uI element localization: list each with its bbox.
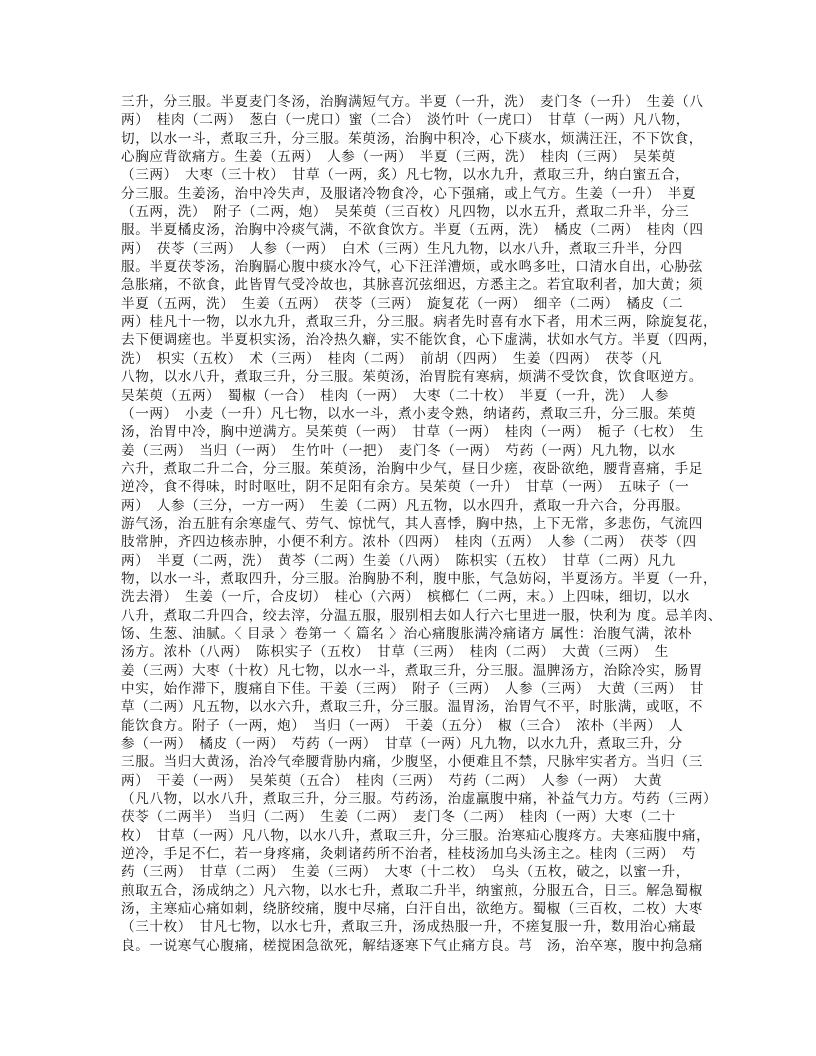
text-line: 汤，治胃中冷，胸中逆满方。吴茱萸（一两） 甘草（一两） 桂肉（一两） 栀子（七枚） 生	[121, 424, 705, 441]
document-page	[121, 93, 723, 955]
text-line: 两） 人参（三分，一方一两） 生姜（二两）凡五物，以水四升，煮取一升六合，分再服。	[121, 497, 690, 514]
text-line: 八升，煮取二升四合，绞去滓，分温五服，服别相去如人行六七里进一服，快利为 度。忌羊肉、	[121, 607, 723, 624]
text-line: 逆冷，食不得味，时时呕吐，阴不足阳有余方。吴茱萸（一升） 甘草（一两） 五味子（一	[121, 479, 690, 496]
text-line: 六升，煮取二升二合，分三服。茱萸汤，治胸中少气，昼日少瘥，夜卧欲绝，腰背喜痛，手足	[121, 460, 703, 477]
text-line: 洗去滑） 生姜（一斤，合皮切） 桂心（六两） 槟榔仁（二两，末。）上四味，细切，以水	[121, 589, 690, 606]
text-line: 服。半夏橘皮汤，治胸中冷痰气满，不欲食饮方。半夏（五两，洗） 橘皮（二两） 桂肉（四	[121, 222, 704, 239]
text-line: 汤，主寒疝心痛如刺，绕脐绞痛，腹中尽痛，白汗自出，欲绝方。蜀椒（三百枚，二枚）大枣	[121, 901, 703, 918]
text-line: 两） 茯苓（三两） 人参（一两） 白术（三两）生凡九物，以水八升，煮取三升半，分四	[121, 240, 683, 257]
text-line: 中实，始作滞下，腹痛自下佳。干姜（三两） 附子（三两） 人参（三两） 大黄（三两） 甘	[121, 681, 705, 697]
text-line: 物，以水一斗，煮取四升，分三服。治胸胁不利，腹中胀，气急妨闷，半夏汤方。半夏（一升，	[121, 570, 718, 587]
text-line: 三服。当归大黄汤，治冷气牵腰背胁内痛，少腹坚，小便难且不禁，尺脉牢实者方。当归（三	[121, 754, 703, 771]
text-line: 切，以水一斗，煮取三升，分三服。茱萸汤，治胸中积冷，心下痰水，烦满汪汪，不下饮食，	[121, 130, 703, 147]
text-line: 能饮食方。附子（一两，炮） 当归（一两） 干姜（五分） 椒（三合） 浓朴（半两） 人	[121, 717, 684, 734]
text-line: 饧、生葱、油腻。〈 目录 〉卷第一〈 篇名 〉治心痛腹胀满冷痛诸方 属性：治腹气满，浓朴	[121, 625, 693, 642]
text-line: 两） 半夏（二两，洗） 黄芩（二两）生姜（八两） 陈枳实（五枚） 甘草（二两）凡九	[121, 552, 676, 569]
text-line: 茯苓（二两半） 当归（二两） 生姜（二两） 麦门冬（二两） 桂肉（一两）大枣（二十	[121, 809, 676, 826]
text-line: 肢常肿，齐四边核赤肿，小便不利方。浓朴（四两） 桂肉（五两） 人参（二两） 茯苓（四	[121, 534, 697, 551]
text-line: 八物，以水八升，煮取三升，分三服。茱萸汤，治胃脘有寒病，烦满不受饮食，饮食呕逆方。	[121, 369, 703, 386]
text-line: （三十枚） 甘凡七物，以水七升，煮取三升，汤成热服一升，不瘥复服一升，数用治心痛最	[121, 919, 697, 936]
text-line: 两） 干姜（一两） 吴茱萸（五合） 桂肉（三两） 芍药（二两） 人参（一两） 大黄	[121, 772, 663, 789]
text-line: 游气汤，治五脏有余寒虚气、劳气、惊忧气，其人喜悸，胸中热，上下无常，多悲伤，气流四	[121, 515, 703, 532]
text-line: 三升，分三服。半夏麦门冬汤，治胸满短气方。半夏（一升，洗） 麦门冬（一升） 生姜（八	[121, 94, 704, 110]
text-line: 急胀痛，不欲食，此皆胃气受冷故也，其脉喜沉弦细迟，方悉主之。若宜取利者，加大黄；须	[121, 277, 703, 294]
text-line: 逆冷，手足不仁，若一身疼痛，灸刺诸药所不治者，桂枝汤加乌头汤主之。桂肉（三两） 芍	[121, 846, 697, 863]
text-line: 枚） 甘草（一两）凡八物，以水八升，煮取三升，分三服。治寒疝心腹疼方。夫寒疝腹中痛，	[121, 827, 711, 844]
text-line: （三两） 大枣（三十枚） 甘草（一两，炙）凡七物，以水九升，煮取三升，纳白蜜五合，	[121, 167, 690, 184]
text-line: 服。半夏茯苓汤，治胸膈心腹中痰水冷气，心下汪洋漕烦，或水鸣多吐，口清水自出，心胁弦	[121, 259, 703, 276]
text-line: 去下便调瘥也。半夏枳实汤，治冷热久癖，实不能饮食，心下虚满，状如水气方。半夏（四两，	[121, 332, 718, 349]
text-line: 心胸应背欲痛方。生姜（五两） 人参（一两） 半夏（三两，洗） 桂肉（三两） 吴茱萸	[121, 149, 676, 166]
text-line: 良。一说寒气心腹痛，槎搅困急欲死，解结逐寒下气止痛方良。芎 汤，治卒寒，腹中拘急痛	[121, 937, 703, 954]
text-line: 姜（三两）大枣（十枚）凡七物，以水一斗，煮取三升，分三服。温脾汤方，治除冷实，肠胃	[121, 662, 703, 679]
text-line: 半夏（五两，洗） 生姜（五两） 茯苓（三两） 旋复花（一两） 细辛（二两） 橘皮（二	[121, 295, 684, 312]
text-line: 分三服。生姜汤，治中冷失声，及服诸冷物食冷，心下强痛，或上气方。生姜（一升） 半夏	[121, 185, 697, 202]
text-line: （五两，洗） 附子（二两，炮） 吴茱萸（三百枚）凡四物，以水五升，煮取二升半，分三	[121, 204, 690, 221]
text-line: 洗） 枳实（五枚） 术（三两） 桂肉（二两） 前胡（四两） 生姜（四两） 茯苓（凡	[121, 350, 663, 367]
text-line: 参（一两） 橘皮（一两） 芍药（一两） 甘草（一两）凡九物，以水九升，煮取三升，分	[121, 736, 683, 753]
text-line: （一两） 小麦（一升）凡七物，以水一斗，煮小麦令熟，纳诸药，煮取三升，分三服。茱萸	[121, 405, 697, 422]
text-line: （凡八物，以水八升，煮取三升，分三服。芍药汤，治虚羸腹中痛，补益气力方。芍药（三两）	[121, 791, 718, 808]
text-line: 姜（三两） 当归（一两） 生竹叶（一把） 麦门冬（一两） 芍药（一两）凡九物，以水	[121, 442, 676, 459]
text-line: 药（三两） 甘草（二两） 生姜（三两） 大枣（十二枚） 乌头（五枚，破之，以蜜一升，	[121, 864, 690, 881]
text-line: 草（二两）凡五物，以水六升，煮取三升，分三服。温胃汤，治胃气不平，时胀满，或呕，不	[121, 699, 703, 716]
text-line: 煎取五合，汤成纳之）凡六物，以水七升，煮取二升半，纳蜜煎，分服五合，日三。解急蜀椒	[121, 882, 703, 899]
text-line: 两）桂凡十一物，以水九升，煮取三升，分三服。病者先时喜有水下者，用术三两，除旋复花，	[121, 314, 718, 331]
text-line: 汤方。浓朴（八两） 陈枳实子（五枚） 甘草（三两） 桂肉（二两） 大黄（三两） 生	[121, 644, 669, 661]
text-line: 两） 桂肉（二两） 葱白（一虎口）蜜（二合） 淡竹叶（一虎口） 甘草（一两）凡八物，	[121, 112, 690, 129]
text-line: 吴茱萸（五两） 蜀椒（一合） 桂肉（一两） 大枣（二十枚） 半夏（一升，洗） 人参	[121, 387, 669, 404]
